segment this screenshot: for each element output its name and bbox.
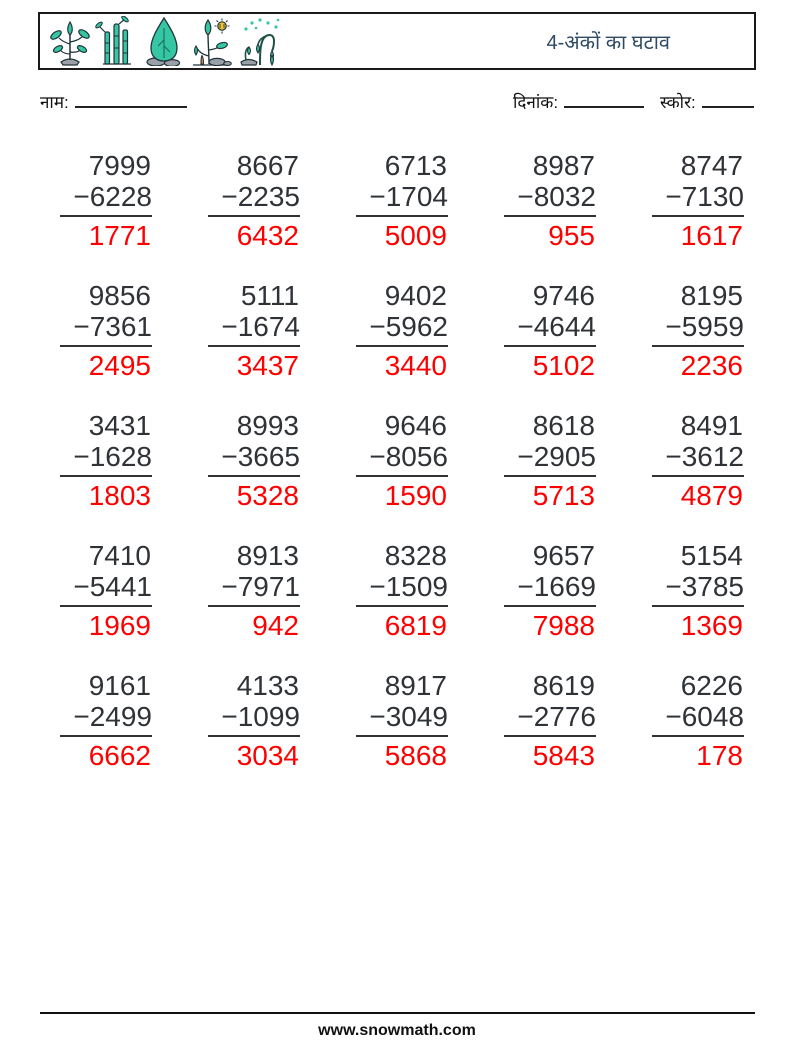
page-title: 4-अंकों का घटाव: [546, 31, 670, 54]
subtrahend: −5441: [60, 571, 152, 607]
minuend: 4133: [236, 670, 299, 701]
subtraction-problem: [504, 670, 632, 771]
minuend: 9646: [384, 410, 447, 441]
fields-row: [0, 90, 794, 120]
answer: 5102: [532, 350, 595, 381]
subtrahend: −3049: [356, 701, 448, 737]
answer: 1771: [88, 220, 151, 251]
answer: 5009: [384, 220, 447, 251]
minuend: 8618: [532, 410, 595, 441]
subtraction-problem: [60, 410, 188, 511]
willow-icon: [236, 16, 280, 66]
subtraction-problem: [652, 280, 780, 381]
subtraction-problem: [504, 540, 632, 641]
minuend: 6226: [680, 670, 743, 701]
subtraction-problem: [60, 540, 188, 641]
subtrahend: −1704: [356, 181, 448, 217]
subtraction-problem: [208, 410, 336, 511]
minuend: 7999: [88, 150, 151, 181]
subtrahend: −6228: [60, 181, 152, 217]
answer: 5843: [532, 740, 595, 771]
subtrahend: −7361: [60, 311, 152, 347]
answer: 955: [548, 220, 595, 251]
subtraction-problem: [504, 150, 632, 251]
minuend: 8491: [680, 410, 743, 441]
answer: 1369: [680, 610, 743, 641]
problems-grid: [40, 150, 780, 771]
score-blank: [702, 93, 754, 108]
sprout-icon: [48, 16, 92, 66]
subtrahend: −2499: [60, 701, 152, 737]
minuend: 9402: [384, 280, 447, 311]
answer: 178: [696, 740, 743, 771]
subtraction-problem: [652, 670, 780, 771]
subtrahend: −4644: [504, 311, 596, 347]
subtraction-problem: [60, 670, 188, 771]
subtrahend: −1669: [504, 571, 596, 607]
minuend: 8667: [236, 150, 299, 181]
minuend: 5154: [680, 540, 743, 571]
answer: 5713: [532, 480, 595, 511]
subtrahend: −3612: [652, 441, 744, 477]
minuend: 8987: [532, 150, 595, 181]
minuend: 3431: [88, 410, 151, 441]
answer: 6662: [88, 740, 151, 771]
answer: 6819: [384, 610, 447, 641]
minuend: 5111: [240, 280, 299, 311]
subtrahend: −1099: [208, 701, 300, 737]
minuend: 9657: [532, 540, 595, 571]
answer: 5868: [384, 740, 447, 771]
subtrahend: −5959: [652, 311, 744, 347]
subtrahend: −5962: [356, 311, 448, 347]
score-field: [660, 90, 754, 113]
subtraction-problem: [652, 410, 780, 511]
answer: 3440: [384, 350, 447, 381]
answer: 1803: [88, 480, 151, 511]
minuend: 9856: [88, 280, 151, 311]
name-field: [40, 90, 187, 113]
subtraction-problem: [60, 280, 188, 381]
subtrahend: −6048: [652, 701, 744, 737]
name-blank: [75, 93, 187, 108]
subtrahend: −2776: [504, 701, 596, 737]
subtrahend: −1628: [60, 441, 152, 477]
subtrahend: −8056: [356, 441, 448, 477]
subtrahend: −3665: [208, 441, 300, 477]
minuend: 8917: [384, 670, 447, 701]
subtrahend: −3785: [652, 571, 744, 607]
answer: 6432: [236, 220, 299, 251]
answer: 2495: [88, 350, 151, 381]
answer: 5328: [236, 480, 299, 511]
header: [38, 12, 756, 70]
subtraction-problem: [356, 410, 484, 511]
minuend: 7410: [88, 540, 151, 571]
subtrahend: −7130: [652, 181, 744, 217]
subtraction-problem: [356, 540, 484, 641]
answer: 3034: [236, 740, 299, 771]
subtraction-problem: [60, 150, 188, 251]
score-label: स्कोर:: [660, 93, 696, 112]
answer: 1590: [384, 480, 447, 511]
subtrahend: −1674: [208, 311, 300, 347]
answer: 7988: [532, 610, 595, 641]
date-field: [513, 90, 644, 113]
subtraction-problem: [652, 150, 780, 251]
name-label: नाम:: [40, 93, 69, 112]
plant-icons: [48, 16, 280, 66]
answer: 1969: [88, 610, 151, 641]
date-label: दिनांक:: [513, 93, 559, 112]
subtraction-problem: [208, 150, 336, 251]
subtraction-problem: [356, 280, 484, 381]
date-blank: [564, 93, 644, 108]
minuend: 9746: [532, 280, 595, 311]
answer: 2236: [680, 350, 743, 381]
minuend: 8913: [236, 540, 299, 571]
answer: 942: [252, 610, 299, 641]
subtraction-problem: [504, 410, 632, 511]
minuend: 8195: [680, 280, 743, 311]
footer-divider: [40, 1012, 755, 1014]
subtrahend: −7971: [208, 571, 300, 607]
subtraction-problem: [208, 540, 336, 641]
flower-sun-icon: [189, 16, 233, 66]
subtraction-problem: [356, 670, 484, 771]
subtraction-problem: [208, 670, 336, 771]
answer: 1617: [680, 220, 743, 251]
minuend: 8747: [680, 150, 743, 181]
answer: 3437: [236, 350, 299, 381]
subtrahend: −1509: [356, 571, 448, 607]
minuend: 9161: [88, 670, 151, 701]
minuend: 8619: [532, 670, 595, 701]
subtraction-problem: [652, 540, 780, 641]
subtrahend: −2905: [504, 441, 596, 477]
tree-icon: [142, 16, 186, 66]
subtrahend: −2235: [208, 181, 300, 217]
subtraction-problem: [356, 150, 484, 251]
minuend: 8328: [384, 540, 447, 571]
subtraction-problem: [504, 280, 632, 381]
minuend: 8993: [236, 410, 299, 441]
answer: 4879: [680, 480, 743, 511]
minuend: 6713: [384, 150, 447, 181]
subtrahend: −8032: [504, 181, 596, 217]
subtraction-problem: [208, 280, 336, 381]
website-url: www.snowmath.com: [318, 1022, 476, 1039]
bamboo-icon: [95, 16, 139, 66]
